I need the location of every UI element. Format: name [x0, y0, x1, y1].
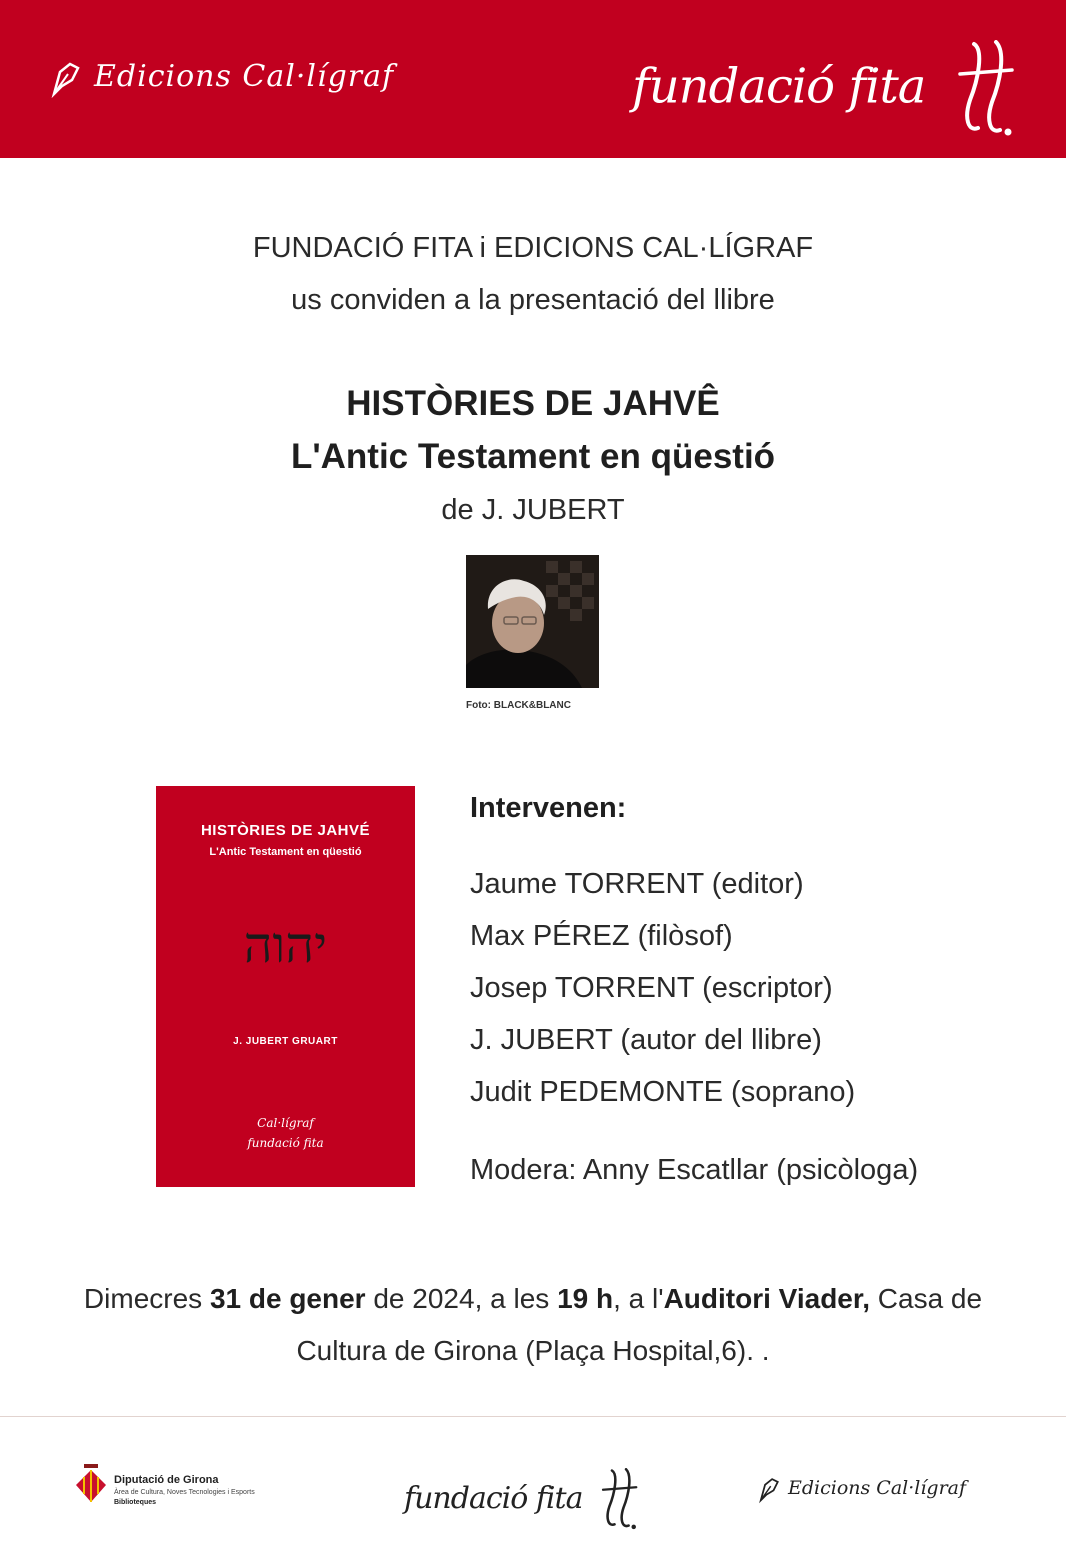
fundacio-fita-logo: fundació fita — [632, 40, 1016, 140]
header-band — [0, 0, 1066, 158]
footer-fundacio-fita-logo: fundació fita — [404, 1468, 639, 1532]
book-cover — [156, 786, 415, 1187]
diputacio-shield-icon — [74, 1462, 108, 1504]
diputacio-name: Diputació de Girona — [114, 1474, 219, 1486]
speakers-heading: Intervenen: — [470, 792, 627, 824]
event-venue: Auditori Viader, — [663, 1283, 870, 1314]
speakers-list — [470, 858, 855, 1118]
event-details-line2: Cultura de Girona (Plaça Hospital,6). . — [296, 1335, 770, 1366]
cover-subtitle: L'Antic Testament en qüestió — [209, 846, 362, 858]
event-time: 19 h — [557, 1283, 614, 1314]
footer-calligraf-logo: Edicions Cal·lígraf — [758, 1474, 966, 1504]
speaker-item: Jaume TORRENT (editor) — [470, 868, 804, 900]
footer-divider — [0, 1416, 1066, 1417]
event-at: , a l' — [613, 1283, 664, 1314]
cover-title: HISTÒRIES DE JAHVÉ — [200, 822, 371, 839]
cover-publisher-logo: Cal·lígraf — [257, 1116, 314, 1130]
book-author: de J. JUBERT — [441, 494, 625, 526]
event-year: de 2024, a les — [373, 1283, 550, 1314]
quill-icon — [50, 58, 84, 98]
edicions-calligraf-logo: Edicions Cal·lígraf — [50, 58, 394, 98]
diputacio-area: Àrea de Cultura, Noves Tecnologies i Esports — [114, 1489, 255, 1496]
speaker-item: Max PÉREZ (filòsof) — [470, 920, 733, 952]
diputacio-biblioteques: Biblioteques — [114, 1499, 157, 1506]
footer-ff-monogram-icon — [599, 1468, 639, 1532]
photo-credit: Foto: BLACK&BLANC — [466, 700, 571, 711]
cover-foundation-logo: fundació fita — [247, 1136, 324, 1150]
cover-hebrew-text: יהוה — [243, 916, 328, 974]
book-subtitle: L'Antic Testament en qüestió — [290, 437, 776, 476]
event-place: Casa de — [877, 1283, 983, 1314]
event-details-line1 — [0, 1283, 1066, 1315]
event-date: 31 de gener — [209, 1283, 366, 1314]
speaker-item: J. JUBERT (autor del llibre) — [470, 1024, 822, 1056]
ff-monogram-icon — [954, 40, 1016, 140]
speaker-item: Judit PEDEMONTE (soprano) — [470, 1076, 856, 1108]
author-photo — [466, 555, 599, 688]
event-day: Dimecres — [83, 1283, 203, 1314]
book-title: HISTÒRIES DE JAHVÊ — [346, 384, 720, 423]
invitation-hosts: FUNDACIÓ FITA i EDICIONS CAL·LÍGRAF — [252, 232, 814, 264]
cover-author: J. JUBERT GRUART — [233, 1036, 338, 1047]
footer-quill-icon — [758, 1474, 782, 1504]
invitation-text: us conviden a la presentació del llibre — [291, 284, 775, 316]
author-portrait-image — [466, 555, 599, 688]
speaker-item: Josep TORRENT (escriptor) — [470, 972, 833, 1004]
moderator: Modera: Anny Escatllar (psicòloga) — [470, 1154, 919, 1186]
